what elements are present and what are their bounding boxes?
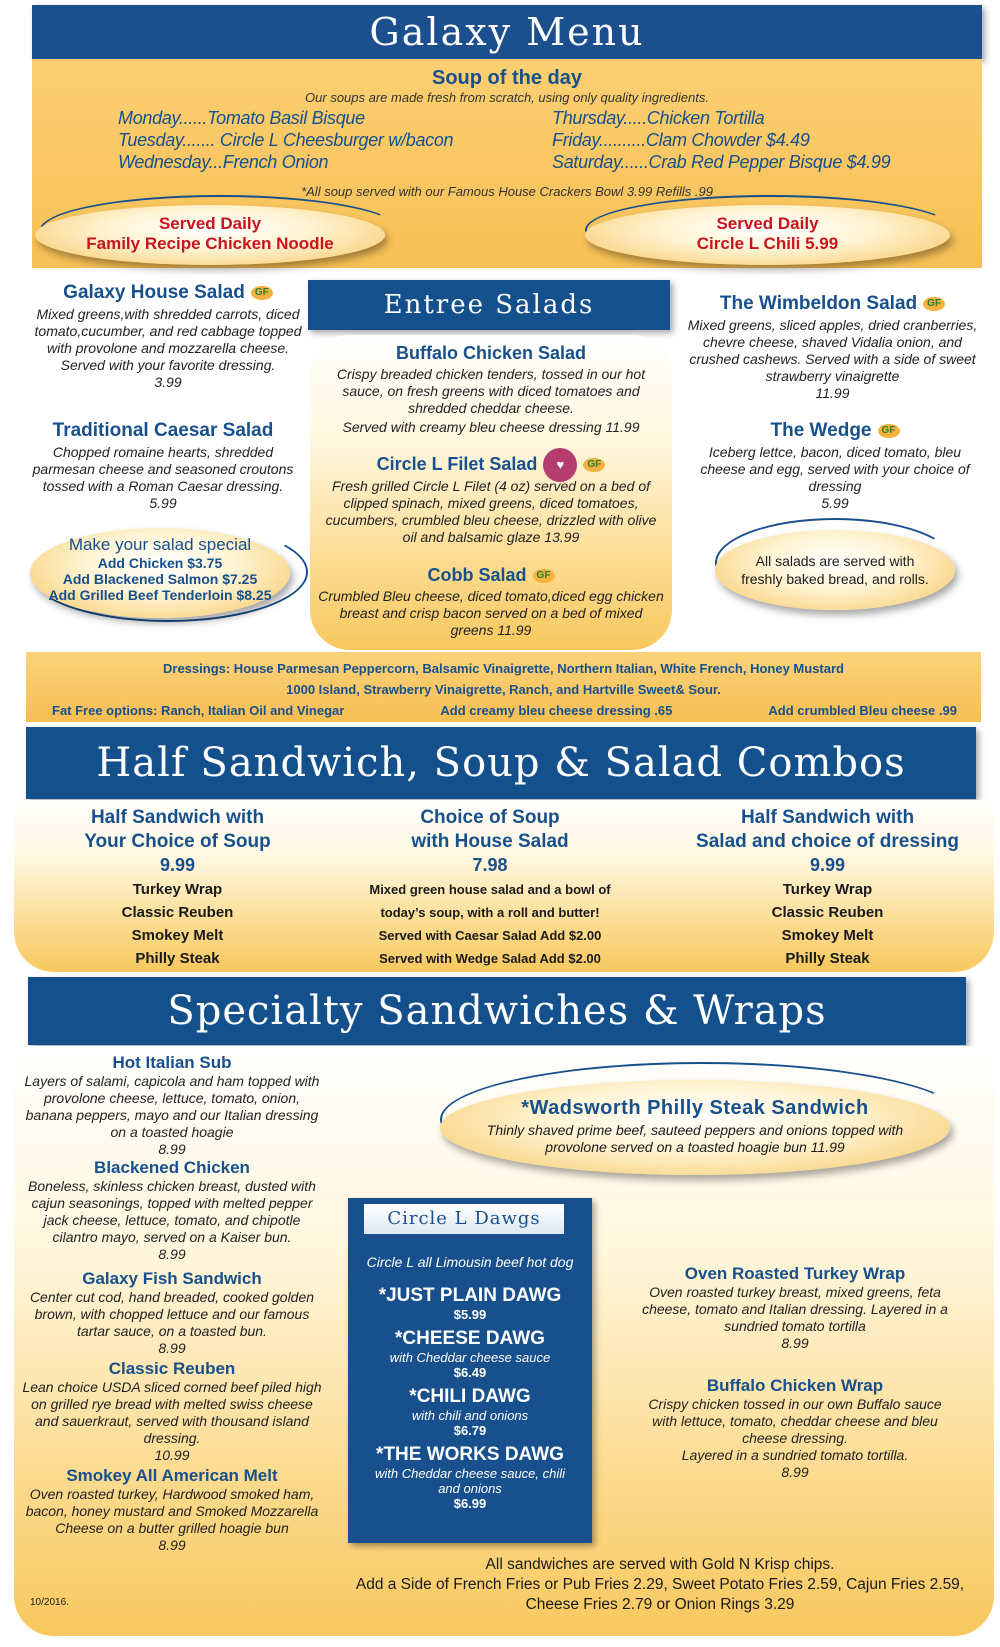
galaxy-fish-sandwich-price: 8.99 <box>158 1340 186 1356</box>
page-title: Galaxy Menu <box>369 10 645 54</box>
wedge-salad-price: 5.99 <box>821 495 849 511</box>
combos-banner <box>26 727 976 799</box>
dressings-bar <box>26 652 981 722</box>
cobb-salad-heading <box>318 565 664 586</box>
crumbled-bleu-addon: Add crumbled Bleu cheese .99 <box>768 703 957 718</box>
buffalo-chicken-salad-name: Buffalo Chicken Salad <box>395 343 587 363</box>
dawg-cheese-desc: with Cheddar cheese sauce <box>389 1350 551 1365</box>
wedge-salad-heading <box>700 420 970 442</box>
galaxy-house-salad <box>28 282 308 391</box>
gluten-free-icon: GF <box>583 458 605 472</box>
combo3-title-2: Salad and choice of dressing <box>696 831 959 852</box>
blackened-chicken-desc: Boneless, skinless chicken breast, dusted with cajun seasonings, topped with melted pepper jack cheese, lettuce, tomato, and chipotle cilantro mayo, served on a Kaiser bun. <box>28 1178 316 1245</box>
dressings-line-3 <box>26 700 981 721</box>
wimbeldon-salad-heading <box>685 293 980 315</box>
classic-reuben-name: Classic Reuben <box>108 1359 236 1378</box>
philly-steak-desc-row <box>460 1122 930 1156</box>
filet-salad-heading <box>318 448 664 482</box>
sandwiches-footer <box>340 1555 980 1615</box>
bread-note: All salads are served with freshly baked bread, and rolls. <box>741 553 929 587</box>
cobb-salad <box>318 565 664 639</box>
buffalo-wrap <box>630 1376 960 1481</box>
served-daily-right <box>585 205 950 265</box>
soup-wednesday: Wednesday...French Onion <box>118 152 329 172</box>
served-daily-right-line2: Circle L Chili 5.99 <box>696 234 839 253</box>
combo3-title-1: Half Sandwich with <box>740 807 915 828</box>
dawg-chili-name: *CHILI DAWG <box>409 1386 531 1407</box>
footer-line-1: All sandwiches are served with Gold N Krisp chips. <box>485 1556 835 1573</box>
turkey-wrap-price: 8.99 <box>781 1335 809 1351</box>
hot-italian-sub-price: 8.99 <box>158 1141 186 1157</box>
combo-soup-salad <box>335 806 645 970</box>
philly-steak-name: *Wadsworth Philly Steak Sandwich <box>521 1097 869 1119</box>
dawgs-title-box <box>364 1204 564 1234</box>
salad-special-line-1: Add Chicken $3.75 <box>97 555 223 571</box>
dawgs-title: Circle L Dawgs <box>387 1208 541 1229</box>
soup-days-right <box>552 107 890 173</box>
sandwiches-title: Specialty Sandwiches & Wraps <box>167 988 827 1034</box>
dawg-cheese-name: *CHEESE DAWG <box>395 1328 545 1349</box>
salad-special-line-3: Add Grilled Beef Tenderloin $8.25 <box>48 587 272 603</box>
gluten-free-icon: GF <box>251 286 273 300</box>
dawg-plain-name: *JUST PLAIN DAWG <box>378 1285 562 1306</box>
hot-italian-sub-desc: Layers of salami, capicola and ham topped with provolone cheese, lettuce, tomato, onion, banana peppers, mayo and our Italian dressing on a toasted hoagie <box>24 1073 320 1140</box>
combo-salad-sandwich <box>665 806 990 970</box>
served-daily-left-line1: Served Daily <box>158 214 262 233</box>
galaxy-house-salad-name: Galaxy House Salad <box>63 282 245 303</box>
philly-steak-price: 11.99 <box>810 1139 845 1155</box>
combo1-item: Turkey Wrap <box>132 881 223 898</box>
served-daily-left-line2: Family Recipe Chicken Noodle <box>86 234 334 253</box>
buffalo-wrap-name: Buffalo Chicken Wrap <box>706 1376 884 1395</box>
menu-date: 10/2016. <box>30 1597 69 1608</box>
dawg-chili-price: $6.79 <box>453 1423 487 1438</box>
filet-salad-desc: Fresh grilled Circle L Filet (4 oz) served on a bed of clipped spinach, mixed greens, diced tomatoes, cucumbers, crumbled bleu cheese, drizzled with olive oil and balsamic glaze 13.99 <box>325 478 657 545</box>
salad-special-box <box>30 528 290 618</box>
soup-monday: Monday......Tomato Basil Bisque <box>118 108 365 128</box>
philly-steak-desc: Thinly shaved prime beef, sauteed peppers and onions topped with provolone served on a toasted hoagie bun <box>486 1122 904 1155</box>
hot-italian-sub-name: Hot Italian Sub <box>112 1053 232 1072</box>
wedge-salad-name: The Wedge <box>770 420 872 441</box>
soup-thursday: Thursday.....Chicken Tortilla <box>552 108 765 128</box>
filet-salad-name: Circle L Filet Salad <box>376 453 538 474</box>
combo1-price: 9.99 <box>159 855 196 875</box>
cobb-salad-name: Cobb Salad <box>427 565 527 585</box>
gluten-free-icon: GF <box>878 424 900 438</box>
classic-reuben-price: 10.99 <box>154 1447 190 1463</box>
wimbeldon-salad-desc: Mixed greens, sliced apples, dried cranberries, chevre cheese, shaved Vidalia onion, and crushed cashews. Served with a side of sweet strawberry vinaigrette <box>687 317 978 384</box>
wimbeldon-salad <box>685 293 980 402</box>
entree-salads-title: Entree Salads <box>383 290 595 320</box>
dawg-works-name: *THE WORKS DAWG <box>376 1444 564 1465</box>
combo2-title-1: Choice of Soup <box>420 807 560 828</box>
galaxy-house-salad-price: 3.99 <box>154 374 182 390</box>
combo2-price: 7.98 <box>472 855 508 875</box>
buffalo-wrap-price: 8.99 <box>781 1464 809 1480</box>
soup-saturday: Saturday......Crab Red Pepper Bisque $4.99 <box>552 152 891 172</box>
caesar-salad-price: 5.99 <box>149 495 177 511</box>
heart-healthy-icon: ♥ <box>543 448 577 482</box>
wedge-salad-desc: Iceberg lettce, bacon, diced tomato, bleu cheese and egg, served with your choice of dressing <box>700 444 970 494</box>
dawg-plain-price: $5.99 <box>453 1307 487 1322</box>
filet-salad <box>318 448 664 546</box>
dressings-line-1: Dressings: House Parmesan Peppercorn, Balsamic Vinaigrette, Northern Italian, White French, Honey Mustard <box>163 661 844 676</box>
combo3-item: Smokey Melt <box>781 927 874 944</box>
buffalo-chicken-salad <box>318 343 664 436</box>
salad-special-line-2: Add Blackened Salmon $7.25 <box>62 571 258 587</box>
combo1-item: Smokey Melt <box>131 927 224 944</box>
combo1-item: Classic Reuben <box>121 904 234 921</box>
caesar-salad <box>28 420 298 512</box>
buffalo-chicken-salad-extra: Served with creamy bleu cheese dressing 11.99 <box>342 419 640 435</box>
entree-salads-banner <box>308 280 670 330</box>
combo1-title-2: Your Choice of Soup <box>84 831 271 852</box>
bleu-dressing-addon: Add creamy bleu cheese dressing .65 <box>440 703 673 718</box>
dressings-line-2: 1000 Island, Strawberry Vinaigrette, Ranch, and Hartville Sweet& Sour. <box>286 682 721 697</box>
combo2-title-2: with House Salad <box>411 831 569 852</box>
gluten-free-icon: GF <box>533 569 555 583</box>
classic-reuben-desc: Lean choice USDA sliced corned beef piled high on grilled rye bread with melted swiss cheese and sauerkraut, served with thousand island dressing. <box>22 1379 322 1446</box>
title-banner <box>32 5 982 59</box>
dawg-works-desc: with Cheddar cheese sauce, chili and onions <box>374 1466 566 1496</box>
combo2-line: Served with Wedge Salad Add $2.00 <box>379 951 601 966</box>
wimbeldon-salad-price: 11.99 <box>815 385 850 401</box>
soup-subtitle: Our soups are made fresh from scratch, using only quality ingredients. <box>305 90 709 105</box>
soup-heading: Soup of the day <box>432 67 582 89</box>
footer-line-3: Cheese Fries 2.79 or Onion Rings 3.29 <box>525 1596 795 1613</box>
soup-days-left <box>118 107 453 173</box>
caesar-salad-desc: Chopped romaine hearts, shredded parmesan cheese and seasoned croutons tossed with a Roman Caesar dressing. <box>32 444 294 494</box>
caesar-salad-name: Traditional Caesar Salad <box>52 420 274 441</box>
soup-note: *All soup served with our Famous House Crackers Bowl 3.99 Refills .99 <box>301 184 713 199</box>
dawg-chili-desc: with chili and onions <box>411 1408 529 1423</box>
combo3-item: Turkey Wrap <box>782 881 873 898</box>
bread-note-box <box>715 530 955 610</box>
combo3-price: 9.99 <box>809 855 846 875</box>
gluten-free-icon: GF <box>923 297 945 311</box>
buffalo-chicken-salad-desc: Crispy breaded chicken tenders, tossed in our hot sauce, on fresh greens with diced tomatoes and shredded cheddar cheese. <box>336 366 646 416</box>
buffalo-wrap-desc: Crispy chicken tossed in our own Buffalo sauce with lettuce, tomato, cheddar cheese and bleu cheese dressing. <box>648 1396 942 1446</box>
smokey-melt-desc: Oven roasted turkey, Hardwood smoked ham, bacon, honey mustard and Smoked Mozzarella Cheese on a butter grilled hoagie bun <box>25 1486 319 1536</box>
dawg-cheese-price: $6.49 <box>453 1365 487 1380</box>
galaxy-fish-sandwich <box>22 1269 322 1357</box>
served-daily-right-line1: Served Daily <box>716 214 819 233</box>
galaxy-fish-sandwich-name: Galaxy Fish Sandwich <box>82 1269 262 1288</box>
combo1-item: Philly Steak <box>135 950 220 967</box>
combo3-item: Philly Steak <box>785 950 870 967</box>
cobb-salad-desc: Crumbled Bleu cheese, diced tomato,diced egg chicken breast and crisp bacon served on a bed of mixed greens 11.99 <box>318 588 664 638</box>
blackened-chicken <box>22 1158 322 1263</box>
dawgs-intro: Circle L all Limousin beef hot dog <box>366 1254 574 1270</box>
soup-friday: Friday..........Clam Chowder $4.49 <box>552 130 810 150</box>
philly-steak-box <box>440 1080 950 1175</box>
wimbeldon-salad-name: The Wimbeldon Salad <box>719 293 918 314</box>
dawgs-panel <box>348 1198 592 1543</box>
hot-italian-sub <box>22 1053 322 1158</box>
wedge-salad <box>700 420 970 512</box>
combo2-line: today’s soup, with a roll and butter! <box>380 905 600 920</box>
smokey-melt <box>22 1466 322 1554</box>
combos-title: Half Sandwich, Soup & Salad Combos <box>96 740 906 786</box>
smokey-melt-name: Smokey All American Melt <box>66 1466 278 1485</box>
turkey-wrap-desc: Oven roasted turkey breast, mixed greens, feta cheese, tomato and Italian dressing. Layered in a sundried tomato tortilla <box>642 1284 948 1334</box>
buffalo-wrap-desc-2: Layered in a sundried tomato tortilla. <box>681 1447 909 1463</box>
combo3-item: Classic Reuben <box>771 904 884 921</box>
galaxy-fish-sandwich-desc: Center cut cod, hand breaded, cooked golden brown, with chopped lettuce and our famous tartar sauce, on a toasted bun. <box>29 1289 315 1339</box>
sandwiches-left-column <box>22 1053 322 1554</box>
combo2-line: Served with Caesar Salad Add $2.00 <box>378 928 602 943</box>
galaxy-house-salad-heading <box>28 282 308 304</box>
blackened-chicken-price: 8.99 <box>158 1246 186 1262</box>
blackened-chicken-name: Blackened Chicken <box>94 1158 250 1177</box>
served-daily-left <box>35 205 385 265</box>
galaxy-house-salad-desc: Mixed greens,with shredded carrots, diced tomato,cucumber, and red cabbage topped with provolone and mozzarella cheese. Served with your favorite dressing. <box>34 306 302 373</box>
turkey-wrap <box>630 1264 960 1352</box>
footer-line-2: Add a Side of French Fries or Pub Fries 2.29, Sweet Potato Fries 2.59, Cajun Fries 2.59, <box>355 1576 965 1593</box>
dawgs-list <box>354 1254 586 1511</box>
fat-free-options: Fat Free options: Ranch, Italian Oil and Vinegar <box>52 703 345 718</box>
combo-soup-sandwich <box>40 806 315 970</box>
combo1-title-1: Half Sandwich with <box>90 807 265 828</box>
salad-special-title: Make your salad special <box>68 535 252 554</box>
sandwiches-banner <box>28 977 966 1045</box>
soup-tuesday: Tuesday....... Circle L Cheesburger w/bacon <box>118 130 454 150</box>
classic-reuben <box>22 1359 322 1464</box>
dawg-works-price: $6.99 <box>453 1496 487 1511</box>
smokey-melt-price: 8.99 <box>158 1537 186 1553</box>
combo2-line: Mixed green house salad and a bowl of <box>369 882 611 897</box>
turkey-wrap-name: Oven Roasted Turkey Wrap <box>684 1264 906 1283</box>
